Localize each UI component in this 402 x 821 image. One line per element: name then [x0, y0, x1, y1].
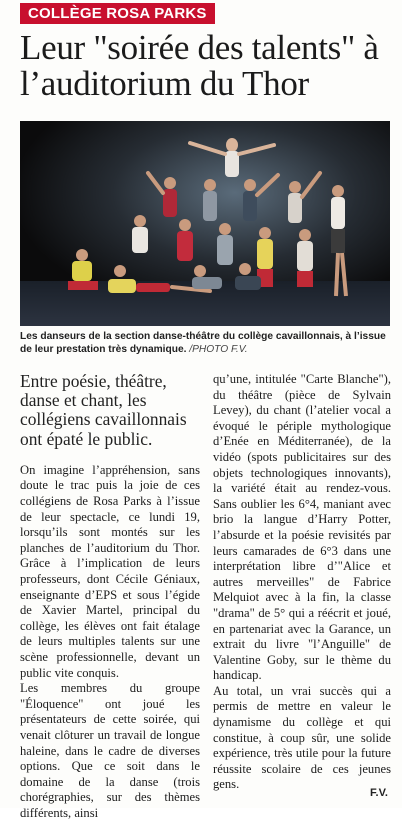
photo-credit: /PHOTO F.V. — [186, 344, 248, 355]
article-body-right — [213, 372, 391, 793]
paragraph: Au total, un vrai succès qui a permis de mettre en valeur le dynamisme du collège et qui constitue, à coup sûr, une solide expérience, très utile pour la future réussite scolaire de ces jeunes gens. — [213, 683, 391, 792]
article-photo — [20, 121, 390, 326]
article-headline: Leur "soirée des talents" à l’auditorium du Thor — [20, 28, 379, 103]
article-lead: Entre poésie, théâtre, danse et chant, les collégiens cavaillonnais ont épaté le public. — [20, 371, 187, 449]
dancers-illustration — [20, 121, 390, 326]
section-kicker: COLLÈGE ROSA PARKS — [20, 3, 215, 24]
photo-caption — [20, 330, 388, 356]
caption-text: Les danseurs de la section danse-théâtre du collège cavaillonnais, à l’issue de leur prestation très dynamique. — [20, 331, 386, 355]
author-signature: F.V. — [370, 787, 388, 799]
paragraph: qu’une, intitulée "Carte Blanche"), du théâtre (pièce de Sylvain Levey), du chant (l’atelier vocal a évoqué le périple mythologique d’Enée en Méditerranée), de la vidéo (spots publicitaires sur des objets technologiques innovants), la variété était au rendez-vous. Sans oublier les 6°4, maniant avec brio la langue d’Harry Potter, l’absurde et la poésie revisités par leurs camarades de 6°3 dans une interprétation libre d’"Alice et autres merveilles" de Fabrice Melquiot avec à la fin, la classe "drama" de 5° qui a réécrit et joué, en partenariat avec la Garance, un extrait du livre "l’Anguille" de Valentine Goby, sur le thème du handicap. — [213, 372, 391, 683]
article-body-left — [20, 463, 200, 821]
article-column-left — [20, 372, 200, 821]
article-column-right — [213, 372, 391, 793]
paragraph: Les membres du groupe "Éloquence" ont joué les présentateurs de cette soirée, qui venait clôturer un travail de longue haleine, dans le cadre de diverses options. Que ce soit dans le domaine de la danse (trois chorégraphies, sur des thèmes différents, ainsi — [20, 681, 200, 820]
paragraph: On imagine l’appréhension, sans doute le trac puis la joie de ces collégiens de Rosa Parks à l’issue de leur spectacle, ce lundi 19, lorsqu’ils sont montés sur les planches de l’auditorium du Thor. Grâce à l’implication de leurs professeurs, dont Cécile Géniaux, enseignante d’EPS et sous l’égide de Xavier Martel, principal du collège, les élèves ont fait étalage de leurs multiples talents sur une scène professionnelle, devant un public vite conquis. — [20, 462, 200, 680]
